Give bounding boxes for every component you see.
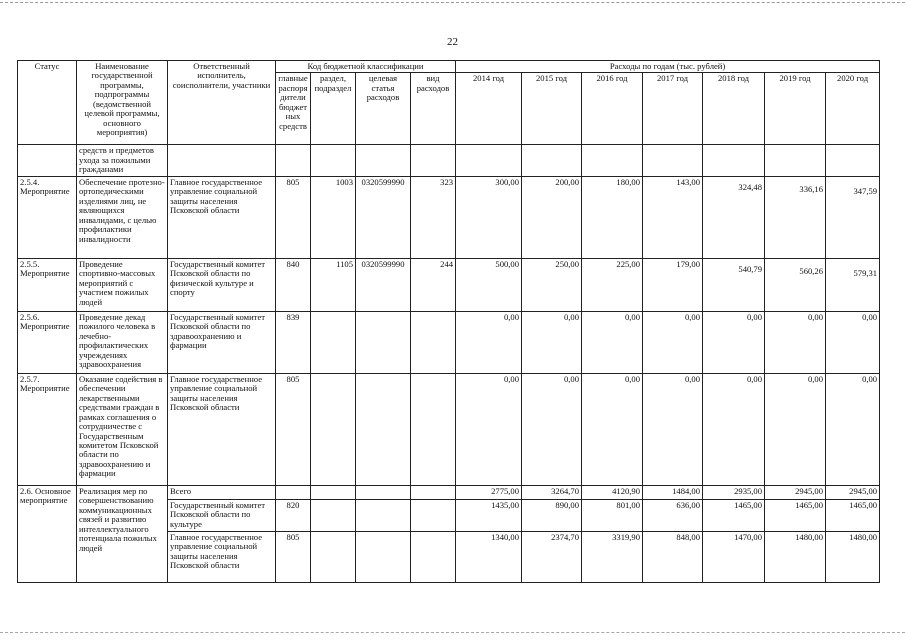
cell-name: Оказание содействия в обеспечении лекарственными средствами граждан в рамках соглашения о сотрудничестве с Государственным комитетом Псковской области по здравоохранению и фармации (77, 373, 168, 485)
cell-name: средств и предметов ухода за пожилыми гражданами (77, 145, 168, 176)
cell-type (411, 499, 456, 531)
cell-executor: Государственный комитет Псковской области по физической культуре и спорту (168, 258, 276, 311)
cell-value: 2945,00 (826, 485, 880, 499)
cell-target (356, 499, 411, 531)
cell-section: 1105 (311, 258, 356, 311)
cell-name: Проведение спортивно-массовых мероприятий с участием пожилых людей (77, 258, 168, 311)
cell-value: 1435,00 (456, 499, 522, 531)
cell-executor: Государственный комитет Псковской области по здравоохранению и фармации (168, 311, 276, 373)
cell-value: 801,00 (582, 499, 643, 531)
cell-type: 323 (411, 176, 456, 258)
cell-name: Проведение декад пожилого человека в лечебно-профилактических учреждениях здравоохранения (77, 311, 168, 373)
cell-value: 2374,70 (522, 531, 582, 582)
cell-executor (168, 145, 276, 176)
cell-section (311, 373, 356, 485)
table-row (18, 485, 880, 499)
cell-value: 0,00 (826, 373, 880, 485)
table-row (18, 145, 880, 176)
cell-grbs: 820 (276, 499, 311, 531)
cell-value: 1340,00 (456, 531, 522, 582)
cell-value: 1465,00 (765, 499, 826, 531)
cell-value (456, 145, 522, 176)
cell-value: 250,00 (522, 258, 582, 311)
cell-value: 2935,00 (703, 485, 765, 499)
cell-target: 0320599990 (356, 176, 411, 258)
cell-type (411, 531, 456, 582)
cell-value: 347,59 (826, 176, 880, 258)
header-year: 2018 год (703, 73, 765, 145)
cell-value: 0,00 (522, 373, 582, 485)
cell-value: 560,26 (765, 258, 826, 311)
cell-value: 579,31 (826, 258, 880, 311)
header-executor: Ответственный исполнитель, соисполнители, участники (168, 61, 276, 145)
cell-value: 848,00 (643, 531, 703, 582)
header-budget-classification: Код бюджетной классификации (276, 61, 456, 73)
table-row (18, 258, 880, 311)
cell-target (356, 145, 411, 176)
cell-status: 2.5.4. Мероприятие (18, 176, 77, 258)
cell-grbs: 805 (276, 373, 311, 485)
cell-value: 0,00 (456, 373, 522, 485)
cell-target (356, 485, 411, 499)
cell-section (311, 485, 356, 499)
cell-value: 143,00 (643, 176, 703, 258)
cell-executor: Главное государственное управление социальной защиты населения Псковской области (168, 531, 276, 582)
cell-value: 0,00 (522, 311, 582, 373)
cell-status (18, 145, 77, 176)
cell-type (411, 311, 456, 373)
cell-value: 1465,00 (826, 499, 880, 531)
header-year: 2014 год (456, 73, 522, 145)
cell-value: 0,00 (703, 311, 765, 373)
cell-value: 225,00 (582, 258, 643, 311)
cell-value: 3319,90 (582, 531, 643, 582)
cell-grbs: 805 (276, 531, 311, 582)
cell-target (356, 531, 411, 582)
header-expenses: Расходы по годам (тыс. рублей) (456, 61, 880, 73)
cell-value: 324,48 (703, 176, 765, 258)
cell-value (703, 145, 765, 176)
cell-value: 179,00 (643, 258, 703, 311)
cell-executor: Главное государственное управление социальной защиты населения Псковской области (168, 373, 276, 485)
page-number: 22 (447, 36, 458, 48)
cell-value (643, 145, 703, 176)
cell-grbs (276, 145, 311, 176)
cell-value: 0,00 (826, 311, 880, 373)
table-row (18, 176, 880, 258)
cell-value: 1470,00 (703, 531, 765, 582)
cell-value: 540,79 (703, 258, 765, 311)
cell-grbs: 839 (276, 311, 311, 373)
cell-value (765, 145, 826, 176)
cell-value: 636,00 (643, 499, 703, 531)
cell-status: 2.5.6. Мероприятие (18, 311, 77, 373)
cell-grbs: 840 (276, 258, 311, 311)
header-target: целевая статья расходов (356, 73, 411, 145)
cell-value: 0,00 (765, 311, 826, 373)
header-status: Статус (18, 61, 77, 145)
cell-status: 2.6. Основное мероприятие (18, 485, 77, 582)
scan-edge-top (0, 2, 905, 3)
cell-value: 300,00 (456, 176, 522, 258)
cell-value (522, 145, 582, 176)
header-year: 2019 год (765, 73, 826, 145)
cell-target (356, 373, 411, 485)
cell-executor: Государственный комитет Псковской области по культуре (168, 499, 276, 531)
cell-value (826, 145, 880, 176)
cell-value: 0,00 (456, 311, 522, 373)
cell-grbs (276, 485, 311, 499)
cell-type: 244 (411, 258, 456, 311)
header-year: 2017 год (643, 73, 703, 145)
cell-value (582, 145, 643, 176)
cell-target (356, 311, 411, 373)
cell-value: 4120,90 (582, 485, 643, 499)
cell-value: 890,00 (522, 499, 582, 531)
cell-type (411, 485, 456, 499)
cell-value: 1484,00 (643, 485, 703, 499)
budget-table (17, 60, 880, 583)
cell-section (311, 145, 356, 176)
cell-value: 0,00 (703, 373, 765, 485)
header-year: 2016 год (582, 73, 643, 145)
cell-value: 0,00 (582, 373, 643, 485)
cell-value: 2945,00 (765, 485, 826, 499)
cell-type (411, 145, 456, 176)
cell-value: 1465,00 (703, 499, 765, 531)
cell-value: 0,00 (643, 373, 703, 485)
cell-value: 1480,00 (826, 531, 880, 582)
table-row (18, 373, 880, 485)
cell-executor: Главное государственное управление социальной защиты населения Псковской области (168, 176, 276, 258)
header-type: вид расходов (411, 73, 456, 145)
cell-value: 500,00 (456, 258, 522, 311)
cell-section (311, 311, 356, 373)
cell-executor: Всего (168, 485, 276, 499)
cell-value: 3264,70 (522, 485, 582, 499)
cell-value: 336,16 (765, 176, 826, 258)
header-year: 2015 год (522, 73, 582, 145)
cell-section (311, 499, 356, 531)
cell-value: 0,00 (582, 311, 643, 373)
cell-status: 2.5.7. Мероприятие (18, 373, 77, 485)
cell-value: 1480,00 (765, 531, 826, 582)
cell-value: 0,00 (765, 373, 826, 485)
cell-section: 1003 (311, 176, 356, 258)
cell-value: 2775,00 (456, 485, 522, 499)
scan-edge-bottom (0, 632, 905, 633)
cell-grbs: 805 (276, 176, 311, 258)
header-year: 2020 год (826, 73, 880, 145)
cell-value: 200,00 (522, 176, 582, 258)
cell-value: 180,00 (582, 176, 643, 258)
cell-section (311, 531, 356, 582)
header-program: Наименование государственной программы, подпрограммы (ведомственной целевой программы, основного мероприятия) (77, 61, 168, 145)
cell-type (411, 373, 456, 485)
cell-value: 0,00 (643, 311, 703, 373)
cell-name: Реализация мер по совершенствованию коммуникационных связей и развитию интеллектуального потенциала пожилых людей (77, 485, 168, 582)
cell-name: Обеспечение протезно-ортопедическими изделиями лиц, не являющихся инвалидами, с целью профилактики инвалидности (77, 176, 168, 258)
header-grbs: главные распоря дители бюджет ных средств (276, 73, 311, 145)
header-section: раздел, подраздел (311, 73, 356, 145)
cell-target: 0320599990 (356, 258, 411, 311)
table-row (18, 311, 880, 373)
cell-status: 2.5.5. Мероприятие (18, 258, 77, 311)
